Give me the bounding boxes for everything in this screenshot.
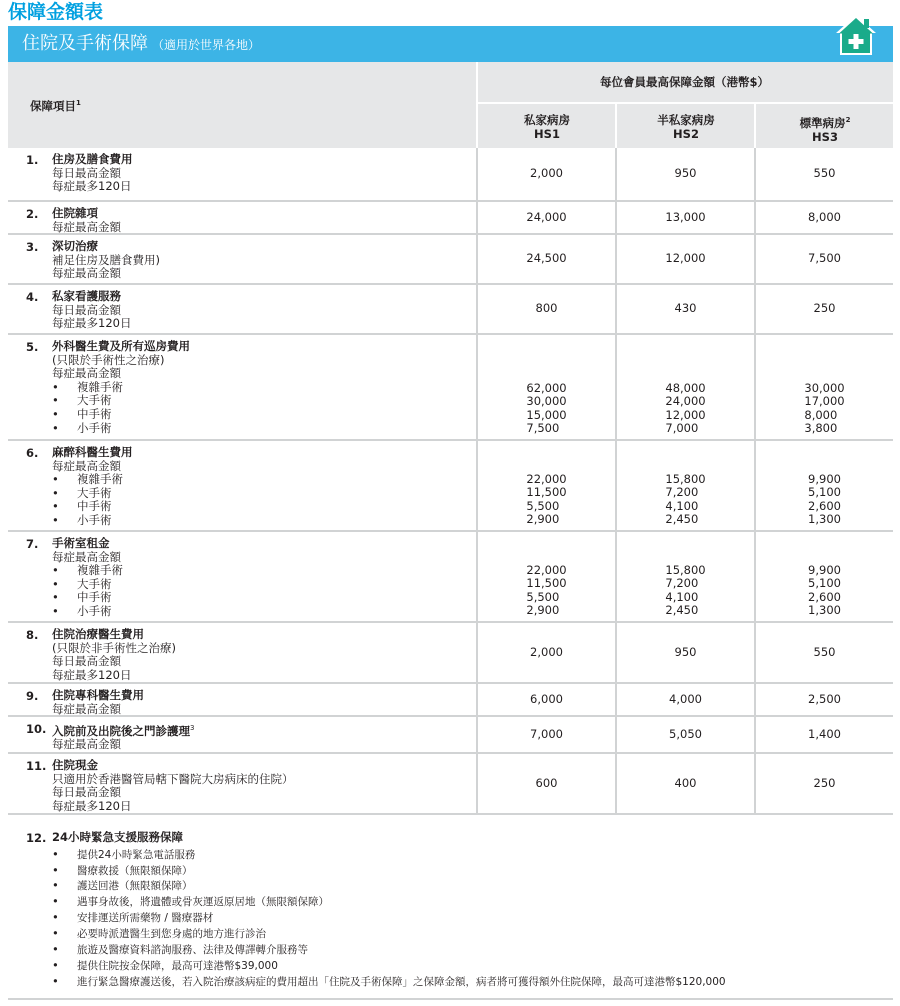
emergency-service-item — [52, 942, 893, 958]
row-description — [8, 148, 478, 199]
value-amount: 24,000 — [665, 394, 706, 409]
value-amount: 250 — [813, 301, 836, 316]
row-values — [476, 285, 893, 333]
value-amount: 8,000 — [804, 407, 838, 422]
row-description — [8, 335, 478, 440]
row-detail-line: 每日最高金額 — [52, 785, 121, 800]
row-description — [8, 235, 478, 286]
row-detail-line: 每日最高金額 — [52, 302, 121, 317]
value-cell-hs1 — [476, 202, 615, 233]
value-amount: 430 — [674, 301, 697, 316]
emergency-service-item — [52, 958, 893, 974]
emergency-service-text: 護送回港（無限額保障） — [77, 880, 193, 893]
row-heading-text: 住院現金 — [52, 758, 98, 772]
value-amount: 4,000 — [669, 691, 702, 706]
value-amount: 13,000 — [665, 209, 706, 224]
value-amount: 17,000 — [804, 394, 845, 409]
row-heading-text: 深切治療 — [52, 239, 98, 253]
emergency-service-text: 進行緊急醫療護送後，若入院治療該病症的費用超出「住院及手術保障」之保障金額，病者將可獲得額外住院保障，最高可達港幣$120,000 — [77, 975, 726, 988]
table-row — [8, 623, 893, 684]
row-bullet-item — [52, 578, 478, 592]
bullet-text: 大手術 — [77, 485, 112, 500]
value-cell-hs3 — [754, 148, 893, 200]
bullet-text: 大手術 — [77, 576, 112, 591]
value-amount: 7,200 — [665, 576, 699, 591]
row-detail-line: 每日最高金額 — [52, 654, 121, 669]
value-amount: 5,500 — [526, 589, 560, 604]
section-title — [22, 33, 260, 56]
row-description — [8, 684, 478, 721]
row-values — [476, 532, 893, 621]
row-bullet-item — [52, 381, 478, 395]
value-amount: 2,450 — [665, 603, 699, 618]
value-amount: 2,000 — [530, 644, 563, 659]
row-heading — [52, 724, 194, 738]
row-heading — [52, 152, 133, 166]
emergency-service-item — [52, 847, 893, 863]
row-detail-line: 只適用於香港醫管局轄下醫院大房病床的住院） — [52, 771, 294, 786]
value-cell-hs2 — [615, 754, 754, 813]
row-number: 10. — [26, 722, 47, 736]
header-col-hs1 — [478, 113, 616, 141]
row-values — [476, 623, 893, 682]
value-amount: 5,500 — [526, 498, 560, 513]
value-cell-hs3 — [754, 684, 893, 715]
row-heading-text: 私家看護服務 — [52, 289, 121, 303]
value-cell-hs1 — [476, 623, 615, 682]
header-col-line2: HS3 — [812, 129, 838, 144]
header-item-label — [30, 98, 81, 114]
benefit-table-body — [8, 148, 893, 815]
value-cell-hs1 — [476, 335, 615, 439]
value-amount: 22,000 — [526, 471, 567, 486]
row-number: 8. — [26, 628, 39, 642]
row-heading — [52, 445, 133, 459]
emergency-service-text: 提供24小時緊急電話服務 — [77, 848, 196, 861]
value-amount: 7,200 — [665, 485, 699, 500]
value-amount: 15,800 — [665, 471, 706, 486]
header-col-sup: 2 — [845, 116, 851, 124]
emergency-service-item — [52, 894, 893, 910]
header-col-hs2 — [617, 113, 755, 141]
row-heading: 24小時緊急支援服務保障 — [52, 830, 184, 844]
value-amount: 7,000 — [665, 421, 699, 436]
bottom-divider — [8, 998, 893, 1000]
value-cell-hs2 — [615, 235, 754, 283]
bullet-icon: • — [52, 973, 59, 988]
header-col-line1: 半私家病房 — [657, 113, 715, 127]
emergency-service-text: 旅遊及醫療資料諮詢服務、法律及傳譯轉介服務等 — [77, 944, 308, 957]
table-header — [8, 62, 893, 148]
value-cell-hs1 — [476, 235, 615, 283]
table-row — [8, 335, 893, 441]
row-number: 7. — [26, 537, 39, 551]
value-cell-hs3 — [754, 441, 893, 530]
value-cell-hs1 — [476, 754, 615, 813]
value-cell-hs1 — [476, 285, 615, 333]
row-detail-line: 每症最高金額 — [52, 701, 121, 716]
value-amount: 6,000 — [530, 691, 563, 706]
row-heading — [52, 289, 121, 303]
value-amount: 30,000 — [804, 380, 845, 395]
row-heading — [52, 758, 98, 772]
bullet-icon: • — [52, 894, 59, 909]
value-list — [526, 335, 566, 439]
row-detail-line: 每症最多120日 — [52, 667, 132, 682]
row-detail-line: 每症最高金額 — [52, 737, 121, 752]
row-heading-text: 住院治療醫生費用 — [52, 627, 144, 641]
bullet-icon: • — [52, 485, 59, 500]
header-col-line2: HS2 — [673, 127, 699, 141]
value-amount: 7,500 — [808, 251, 841, 266]
row-description — [8, 285, 478, 336]
row-number: 12. — [26, 831, 47, 845]
value-list — [808, 441, 841, 530]
emergency-service-item — [52, 863, 893, 879]
table-row — [8, 202, 893, 235]
value-list — [526, 532, 566, 621]
bullet-icon: • — [52, 910, 59, 925]
value-cell-hs2 — [615, 684, 754, 715]
row-heading — [52, 339, 190, 353]
row-bullet-item — [52, 408, 478, 422]
value-amount: 2,450 — [665, 512, 699, 527]
value-amount: 8,000 — [808, 209, 841, 224]
row-heading-text: 入院前及出院後之門診護理 — [52, 723, 190, 738]
row-number: 6. — [26, 446, 39, 460]
emergency-service-text: 遇事身故後，將遺體或骨灰運返原居地（無限額保障） — [77, 896, 329, 909]
section-title-text: 住院及手術保障 — [22, 33, 148, 54]
bullet-icon: • — [52, 576, 59, 591]
row-bullet-item — [52, 394, 478, 408]
row-description — [8, 202, 478, 239]
value-cell-hs1 — [476, 717, 615, 752]
row-emergency-support — [8, 826, 893, 990]
emergency-service-text: 醫療救援（無限額保障） — [77, 864, 193, 877]
row-detail-line: 補足住房及膳食費用) — [52, 252, 160, 267]
value-amount: 1,400 — [808, 726, 841, 741]
value-amount: 7,500 — [526, 421, 560, 436]
value-amount: 30,000 — [526, 394, 567, 409]
page-title: 保障金額表 — [8, 1, 104, 23]
value-amount: 11,500 — [526, 576, 567, 591]
emergency-service-item — [52, 910, 893, 926]
bullet-text: 中手術 — [77, 499, 112, 514]
value-cell-hs3 — [754, 202, 893, 233]
row-number: 11. — [26, 759, 47, 773]
value-amount: 950 — [674, 166, 697, 181]
table-row — [8, 441, 893, 532]
row-description — [8, 754, 478, 818]
value-amount: 2,600 — [808, 498, 841, 513]
row-bullet-item — [52, 422, 478, 436]
row-bullet-item — [52, 605, 478, 619]
value-cell-hs3 — [754, 717, 893, 752]
value-cell-hs3 — [754, 623, 893, 682]
row-detail-line: 每症最高金額 — [52, 458, 121, 473]
bullet-text: 中手術 — [77, 406, 112, 421]
bullet-icon: • — [52, 512, 59, 527]
bullet-text: 小手術 — [77, 420, 112, 435]
value-amount: 4,100 — [665, 498, 699, 513]
value-amount: 24,500 — [526, 251, 567, 266]
row-values — [476, 235, 893, 283]
value-amount: 2,500 — [808, 691, 841, 706]
row-values — [476, 441, 893, 530]
row-bullet-item — [52, 473, 478, 487]
row-description — [8, 532, 478, 624]
value-cell-hs2 — [615, 335, 754, 439]
row-description — [8, 623, 478, 687]
emergency-service-item — [52, 974, 893, 990]
row-number: 3. — [26, 240, 39, 254]
header-col-hs3 — [756, 113, 894, 144]
value-amount: 2,600 — [808, 589, 841, 604]
table-row — [8, 285, 893, 335]
value-cell-hs3 — [754, 754, 893, 813]
bullet-icon: • — [52, 472, 59, 487]
row-values — [476, 717, 893, 752]
row-heading — [52, 239, 98, 253]
value-list — [665, 441, 705, 530]
row-heading-text: 外科醫生費及所有巡房費用 — [52, 339, 190, 353]
row-number: 2. — [26, 207, 39, 221]
bullet-icon: • — [52, 499, 59, 514]
bullet-text: 小手術 — [77, 603, 112, 618]
value-amount: 250 — [813, 775, 836, 790]
row-detail-line: 每症最多120日 — [52, 316, 132, 331]
table-row — [8, 148, 893, 202]
row-heading — [52, 536, 110, 550]
row-heading-text: 住院專科醫生費用 — [52, 688, 144, 702]
value-amount: 5,100 — [808, 485, 841, 500]
bullet-text: 複雜手術 — [77, 379, 123, 394]
bullet-text: 複雜手術 — [77, 472, 123, 487]
value-cell-hs2 — [615, 532, 754, 621]
bullet-text: 小手術 — [77, 512, 112, 527]
value-amount: 62,000 — [526, 380, 567, 395]
section-header-bar — [8, 26, 893, 62]
value-cell-hs2 — [615, 285, 754, 333]
row-detail-line: 每症最高金額 — [52, 549, 121, 564]
value-amount: 15,000 — [526, 407, 567, 422]
value-amount: 48,000 — [665, 380, 706, 395]
row-heading — [52, 688, 144, 702]
value-cell-hs3 — [754, 532, 893, 621]
bullet-icon: • — [52, 420, 59, 435]
row-values — [476, 202, 893, 233]
value-cell-hs2 — [615, 441, 754, 530]
row-heading-text: 住房及膳食費用 — [52, 152, 133, 166]
bullet-icon: • — [52, 590, 59, 605]
emergency-service-item — [52, 878, 893, 894]
table-row — [8, 754, 893, 815]
value-cell-hs3 — [754, 235, 893, 283]
value-amount: 4,100 — [665, 589, 699, 604]
row-description — [8, 717, 478, 757]
value-cell-hs3 — [754, 285, 893, 333]
footnote-marker: 3 — [190, 724, 195, 732]
row-bullet-item — [52, 487, 478, 501]
value-list — [804, 335, 844, 439]
value-amount: 9,900 — [808, 562, 841, 577]
value-amount: 2,900 — [526, 512, 560, 527]
bullet-icon: • — [52, 563, 59, 578]
value-amount: 600 — [535, 775, 558, 790]
value-amount: 2,900 — [526, 603, 560, 618]
bullet-icon: • — [52, 862, 59, 877]
bullet-text: 中手術 — [77, 590, 112, 605]
value-cell-hs1 — [476, 148, 615, 200]
value-amount: 12,000 — [665, 251, 706, 266]
header-item-sup: 1 — [76, 99, 81, 108]
row-detail-line: 每日最高金額 — [52, 165, 121, 180]
bullet-icon: • — [52, 379, 59, 394]
value-amount: 800 — [535, 301, 558, 316]
bullet-icon: • — [52, 926, 59, 941]
emergency-service-list — [8, 847, 893, 990]
row-detail-line: (只限於手術性之治療) — [52, 352, 165, 367]
header-divider — [476, 102, 893, 104]
row-detail-line: 每症最高金額 — [52, 266, 121, 281]
row-values — [476, 335, 893, 439]
row-values — [476, 754, 893, 813]
row-values — [476, 148, 893, 200]
value-amount: 5,050 — [669, 726, 702, 741]
emergency-service-text: 安排運送所需藥物 / 醫療器材 — [77, 912, 214, 925]
value-amount: 2,000 — [530, 166, 563, 181]
emergency-service-text: 必要時派遣醫生到您身處的地方進行診治 — [77, 928, 266, 941]
header-col-line1: 私家病房 — [524, 113, 570, 127]
value-cell-hs2 — [615, 623, 754, 682]
row-detail-line: (只限於非手術性之治療) — [52, 640, 176, 655]
row-detail-line: 每症最多120日 — [52, 798, 132, 813]
value-cell-hs3 — [754, 335, 893, 439]
row-values — [476, 684, 893, 715]
bullet-icon: • — [52, 957, 59, 972]
bullet-icon: • — [52, 393, 59, 408]
value-amount: 9,900 — [808, 471, 841, 486]
header-col-line2: HS1 — [534, 127, 560, 141]
bullet-icon: • — [52, 878, 59, 893]
bullet-icon: • — [52, 603, 59, 618]
row-number: 1. — [26, 153, 39, 167]
row-number: 4. — [26, 290, 39, 304]
value-cell-hs2 — [615, 717, 754, 752]
header-item-text: 保障項目 — [30, 99, 76, 113]
row-heading-text: 住院雜項 — [52, 206, 98, 220]
row-detail-line: 每症最高金額 — [52, 219, 121, 234]
bullet-icon: • — [52, 942, 59, 957]
row-detail-line: 每症最高金額 — [52, 366, 121, 381]
bullet-text: 大手術 — [77, 393, 112, 408]
value-amount: 5,100 — [808, 576, 841, 591]
value-amount: 550 — [813, 644, 836, 659]
row-bullet-item — [52, 591, 478, 605]
value-amount: 1,300 — [808, 512, 841, 527]
bullet-icon: • — [52, 846, 59, 861]
row-bullet-item — [52, 564, 478, 578]
value-cell-hs2 — [615, 202, 754, 233]
home-plus-icon — [833, 12, 879, 58]
emergency-service-item — [52, 926, 893, 942]
value-amount: 1,300 — [808, 603, 841, 618]
value-amount: 24,000 — [526, 209, 567, 224]
value-amount: 3,800 — [804, 421, 838, 436]
value-cell-hs2 — [615, 148, 754, 200]
value-list — [665, 532, 705, 621]
header-col-line1: 標準病房 — [799, 115, 846, 130]
section-subtitle: （適用於世界各地） — [152, 38, 261, 52]
row-heading — [52, 206, 98, 220]
row-number: 5. — [26, 340, 39, 354]
header-group-label: 每位會員最高保障金額（港幣$） — [600, 75, 769, 89]
value-amount: 12,000 — [665, 407, 706, 422]
row-heading-text: 麻醉科醫生費用 — [52, 445, 133, 459]
value-amount: 950 — [674, 644, 697, 659]
table-row — [8, 684, 893, 717]
value-amount: 15,800 — [665, 562, 706, 577]
value-amount: 400 — [674, 775, 697, 790]
value-list — [526, 441, 566, 530]
row-bullet-item — [52, 514, 478, 528]
value-cell-hs1 — [476, 532, 615, 621]
value-amount: 550 — [813, 166, 836, 181]
value-cell-hs1 — [476, 441, 615, 530]
value-amount: 11,500 — [526, 485, 567, 500]
table-row — [8, 532, 893, 623]
value-list — [665, 335, 705, 439]
value-amount: 22,000 — [526, 562, 567, 577]
table-row — [8, 717, 893, 754]
table-row — [8, 235, 893, 285]
bullet-text: 複雜手術 — [77, 563, 123, 578]
emergency-service-text: 提供住院按金保障，最高可達港幣$39,000 — [77, 959, 278, 972]
row-heading — [52, 627, 144, 641]
row-description — [8, 441, 478, 533]
bullet-icon: • — [52, 406, 59, 421]
row-number: 9. — [26, 689, 39, 703]
value-cell-hs1 — [476, 684, 615, 715]
row-detail-line: 每症最多120日 — [52, 179, 132, 194]
row-bullet-item — [52, 500, 478, 514]
row-heading-text: 手術室租金 — [52, 536, 110, 550]
value-amount: 7,000 — [530, 726, 563, 741]
value-list — [808, 532, 841, 621]
